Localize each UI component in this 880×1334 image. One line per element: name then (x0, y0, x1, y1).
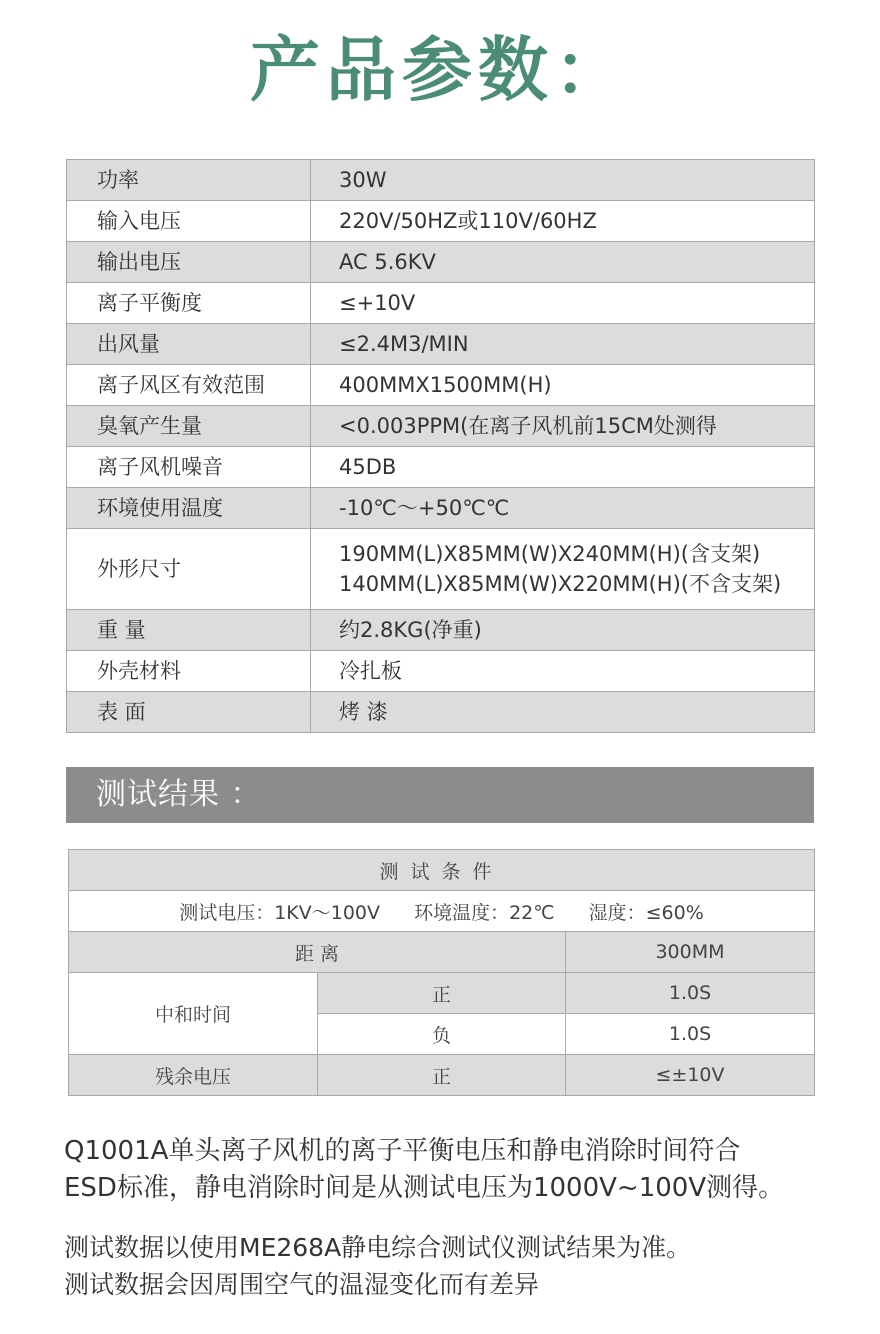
param-label: 重 量 (67, 610, 311, 651)
test-conditions-row (69, 891, 815, 932)
param-label: 功率 (67, 160, 311, 201)
param-value-line: 140MM(L)X85MM(W)X220MM(H)(不含支架) (339, 572, 782, 596)
note-line: ESD标准，静电消除时间是从测试电压为1000V~100V测得。 (64, 1173, 785, 1203)
neutral-positive-label: 正 (318, 973, 566, 1014)
param-value (311, 529, 815, 610)
param-row (67, 324, 815, 365)
param-row (67, 242, 815, 283)
test-results-table (68, 849, 815, 1096)
note-line: Q1001A单头离子风机的离子平衡电压和静电消除时间符合 (64, 1136, 741, 1166)
param-value: ≤2.4M3/MIN (311, 324, 815, 365)
neutral-positive-value: 1.0S (566, 973, 815, 1014)
test-voltage: 测试电压：1KV～100V (179, 901, 381, 924)
param-row (67, 160, 815, 201)
neutral-negative-value: 1.0S (566, 1014, 815, 1055)
param-value: 烤 漆 (311, 692, 815, 733)
param-label: 离子风机噪音 (67, 447, 311, 488)
param-value: ≤+10V (311, 283, 815, 324)
param-label: 离子风区有效范围 (67, 365, 311, 406)
note-line: 测试数据会因周围空气的温湿变化而有差异 (64, 1270, 540, 1299)
param-label: 外形尺寸 (67, 529, 311, 610)
param-row (67, 610, 815, 651)
param-label: 离子平衡度 (67, 283, 311, 324)
test-conditions (69, 891, 815, 932)
distance-label: 距 离 (69, 932, 566, 973)
param-row (67, 283, 815, 324)
param-label: 臭氧产生量 (67, 406, 311, 447)
param-value: 45DB (311, 447, 815, 488)
test-distance-row (69, 932, 815, 973)
neutral-time-label: 中和时间 (69, 973, 318, 1055)
param-label: 输出电压 (67, 242, 311, 283)
param-label: 表 面 (67, 692, 311, 733)
param-row (67, 406, 815, 447)
distance-value: 300MM (566, 932, 815, 973)
note-line: 测试数据以使用ME268A静电综合测试仪测试结果为准。 (64, 1233, 692, 1262)
param-value: 30W (311, 160, 815, 201)
test-data-note (64, 1229, 864, 1303)
param-value: 400MMX1500MM(H) (311, 365, 815, 406)
param-row (67, 447, 815, 488)
param-row (67, 529, 815, 610)
param-row (67, 651, 815, 692)
param-label: 出风量 (67, 324, 311, 365)
param-label: 外壳材料 (67, 651, 311, 692)
param-value: <0.003PPM(在离子风机前15CM处测得 (311, 406, 815, 447)
test-humidity: 湿度：≤60% (588, 901, 704, 924)
page-title: 产品参数： (250, 29, 630, 111)
test-temperature: 环境温度：22℃ (414, 901, 555, 924)
param-row (67, 692, 815, 733)
param-value: -10℃～+50℃℃ (311, 488, 815, 529)
param-value: 冷扎板 (311, 651, 815, 692)
param-value: AC 5.6KV (311, 242, 815, 283)
test-residual-row (69, 1055, 815, 1096)
test-header-row (69, 850, 815, 891)
section-title-test-results: 测试结果 ： (66, 767, 814, 823)
param-label: 输入电压 (67, 201, 311, 242)
residual-voltage-label: 残余电压 (69, 1055, 318, 1096)
compliance-note (64, 1133, 864, 1207)
product-params-table (66, 159, 815, 733)
param-label: 环境使用温度 (67, 488, 311, 529)
test-conditions-header: 测试条件 (69, 850, 815, 891)
param-value-line: 190MM(L)X85MM(W)X240MM(H)(含支架) (339, 542, 761, 566)
param-value: 220V/50HZ或110V/60HZ (311, 201, 815, 242)
neutral-negative-label: 负 (318, 1014, 566, 1055)
test-neutral-row (69, 973, 815, 1014)
param-row (67, 488, 815, 529)
param-row (67, 201, 815, 242)
residual-voltage-value: ≤±10V (566, 1055, 815, 1096)
param-row (67, 365, 815, 406)
residual-polarity-label: 正 (318, 1055, 566, 1096)
param-value: 约2.8KG(净重) (311, 610, 815, 651)
